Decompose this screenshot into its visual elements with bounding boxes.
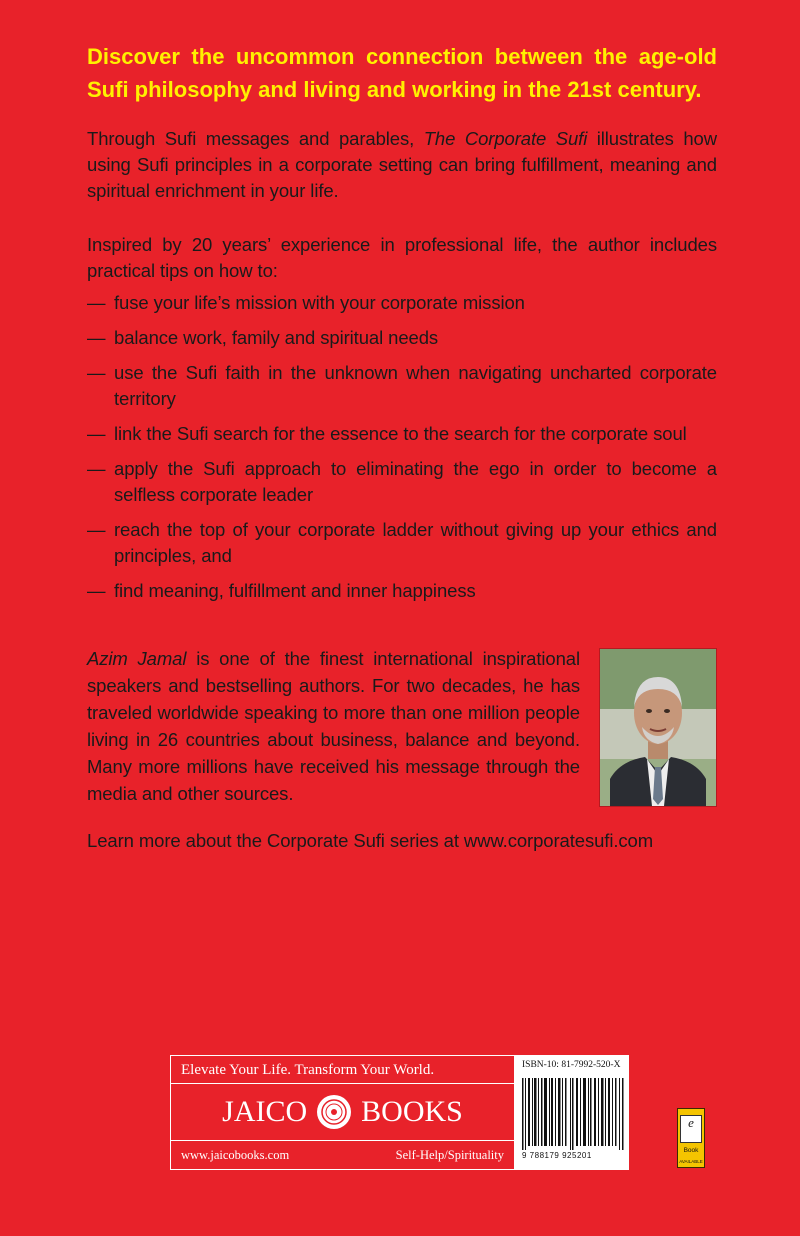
ebook-label: Book [683, 1147, 699, 1154]
tip-text: find meaning, fulfillment and inner happiness [114, 580, 476, 601]
intro-text-after: illustrates how using Sufi principles in a corporate setting can bring fulfillment, meaning and spiritual enrichment in your life. [87, 128, 717, 201]
list-item [87, 456, 717, 508]
author-bio [87, 645, 580, 807]
publisher-category: Self-Help/Spirituality [395, 1147, 504, 1162]
barcode-icon [522, 1078, 624, 1150]
tips-intro: Inspired by 20 years’ experience in professional life, the author includes practical tips on how to: [87, 234, 717, 281]
dash-bullet: — [87, 519, 106, 540]
tip-text: fuse your life’s mission with your corporate mission [114, 292, 525, 313]
publisher-logo [171, 1084, 514, 1141]
publisher-tagline: Elevate Your Life. Transform Your World. [171, 1056, 514, 1084]
tip-text: link the Sufi search for the essence to the search for the corporate soul [114, 423, 687, 444]
list-item [87, 421, 717, 447]
list-item [87, 290, 717, 316]
publisher-seal-icon [317, 1095, 351, 1129]
author-bio-text: is one of the finest international inspirational speakers and bestselling authors. For two decades, he has traveled worldwide speaking to more than one million people living in 26 countries about business, balance and beyond. Many more millions have received his message through the media and other sources. [87, 648, 580, 804]
author-portrait-illustration [600, 649, 716, 806]
learn-more-line: Learn more about the Corporate Sufi series at www.corporatesufi.com [87, 830, 654, 851]
publisher-panel [170, 1055, 515, 1170]
ebook-available-text: AVAILABLE [679, 1159, 703, 1164]
ebook-available-badge [677, 1108, 705, 1168]
intro-paragraph [87, 126, 717, 204]
publisher-name-right: BOOKS [361, 1095, 463, 1128]
barcode-digits: 9 788179 925201 [522, 1151, 592, 1160]
dash-bullet: — [87, 327, 106, 348]
headline: Discover the uncommon connection between the age-old Sufi philosophy and living and working in the 21st century. [87, 44, 717, 102]
dash-bullet: — [87, 362, 106, 383]
intro-text-before: Through Sufi messages and parables, [87, 128, 424, 149]
dash-bullet: — [87, 292, 106, 313]
isbn-barcode [515, 1055, 629, 1170]
dash-bullet: — [87, 423, 106, 444]
dash-bullet: — [87, 580, 106, 601]
tip-text: apply the Sufi approach to eliminating the ego in order to become a selfless corporate leader [114, 458, 717, 505]
list-item [87, 578, 717, 604]
isbn-number: ISBN-10: 81-7992-520-X [522, 1060, 621, 1070]
tip-text: reach the top of your corporate ladder without giving up your ethics and principles, and [114, 519, 717, 566]
tip-text: balance work, family and spiritual needs [114, 327, 439, 348]
ebook-icon: e [680, 1115, 702, 1143]
publisher-website: www.jaicobooks.com [181, 1147, 290, 1162]
publisher-footer [171, 1140, 514, 1170]
dash-bullet: — [87, 458, 106, 479]
list-item [87, 360, 717, 412]
list-item [87, 325, 717, 351]
book-title: The Corporate Sufi [423, 128, 588, 149]
author-photo [599, 648, 717, 807]
tip-text: use the Sufi faith in the unknown when navigating uncharted corporate territory [114, 362, 717, 409]
tips-list [87, 290, 717, 613]
publisher-name-left: JAICO [222, 1095, 308, 1128]
list-item [87, 517, 717, 569]
author-name: Azim Jamal [87, 648, 187, 669]
